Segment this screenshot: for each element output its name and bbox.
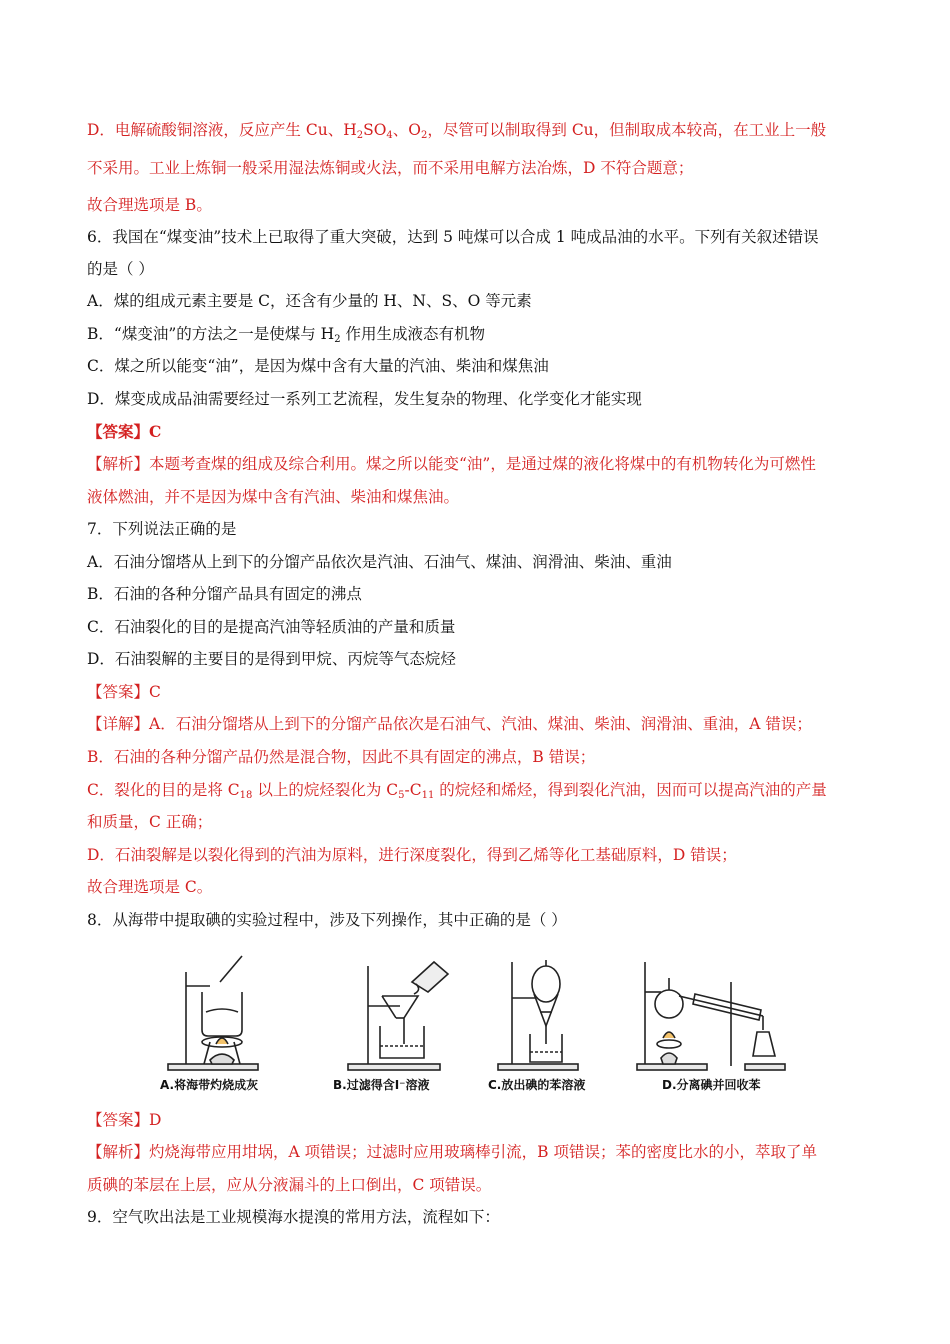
text-run: D．电解硫酸铜溶液，反应产生 Cu、H <box>87 121 357 139</box>
text-run: 以上的烷烃裂化为 C <box>252 781 399 799</box>
text-run: 【答案】C <box>87 422 162 441</box>
text-line-q6B <box>87 324 485 344</box>
text-run: 【答案】C <box>87 683 161 701</box>
text-line-c5 <box>87 195 212 215</box>
apparatus-c-separatory-funnel <box>490 952 620 1074</box>
text-run: B．石油的各种分馏产品具有固定的沸点 <box>87 585 362 603</box>
experiment-figure <box>150 952 800 1102</box>
text-line-e7d <box>87 812 212 832</box>
text-run: SO <box>363 121 387 139</box>
text-run: B．石油的各种分馏产品仍然是混合物，因此不具有固定的沸点，B 错误； <box>87 748 596 766</box>
text-run: 质碘的苯层在上层，应从分液漏斗的上口倒出，C 项错误。 <box>87 1176 492 1194</box>
text-line-e8b <box>87 1175 491 1195</box>
subscript: 18 <box>239 790 253 801</box>
text-line-q7C <box>87 617 455 637</box>
caption-a: A.将海带灼烧成灰 <box>160 1078 259 1092</box>
text-run: 故合理选项是 C。 <box>87 878 213 896</box>
apparatus-a-beaker-burning <box>150 952 280 1074</box>
text-line-e6a <box>87 454 816 474</box>
text-line-q7D <box>87 649 456 669</box>
text-line-q7B <box>87 584 362 604</box>
apparatus-b-filtration <box>330 952 460 1074</box>
subscript: 2 <box>421 130 428 141</box>
text-run: D．石油裂解的主要目的是得到甲烷、丙烷等气态烷烃 <box>87 650 456 668</box>
text-run: A．石油分馏塔从上到下的分馏产品依次是汽油、石油气、煤油、润滑油、柴油、重油 <box>87 553 672 571</box>
text-run: 不采用。工业上炼铜一般采用湿法炼铜或火法，而不采用电解方法冶炼，D 不符合题意； <box>87 159 694 177</box>
text-line-q9 <box>87 1207 500 1227</box>
text-run: B．“煤变油”的方法之一是使煤与 H <box>87 325 335 343</box>
caption-b: B.过滤得含I⁻溶液 <box>333 1078 430 1092</box>
text-run: -C <box>404 781 422 799</box>
text-line-e7e <box>87 845 737 865</box>
text-line-q7 <box>87 519 236 539</box>
apparatus-d-distillation <box>635 952 800 1074</box>
text-line-a6 <box>87 422 161 442</box>
text-line-q8 <box>87 910 567 930</box>
text-run: 8．从海带中提取碘的实验过程中，涉及下列操作，其中正确的是（ ） <box>87 911 567 929</box>
text-line-e7b <box>87 747 595 767</box>
text-line-q6a <box>87 227 819 247</box>
subscript: 2 <box>334 334 341 345</box>
text-line-q6C <box>87 356 549 376</box>
subscript: 2 <box>356 130 364 141</box>
text-run: 的烷烃和烯烃，得到裂化汽油，因而可以提高汽油的产量 <box>434 781 827 799</box>
text-line-e7a <box>87 714 812 734</box>
text-run: ，尽管可以制取得到 Cu，但制取成本较高，在工业上一般 <box>427 121 827 139</box>
text-run: 【详解】A．石油分馏塔从上到下的分馏产品依次是石油气、汽油、煤油、柴油、润滑油、重油，A 错误； <box>87 715 812 733</box>
text-run: 的是（ ） <box>87 260 154 278</box>
text-run: C．裂化的目的是将 C <box>87 781 240 799</box>
text-run: 【解析】本题考查煤的组成及综合利用。煤之所以能变“油”，是通过煤的液化将煤中的有机物转化为可燃性 <box>87 455 816 473</box>
text-line-d5a <box>87 120 826 140</box>
text-line-q7A <box>87 552 672 572</box>
text-line-e7c <box>87 780 827 800</box>
text-run: C．煤之所以能变“油”，是因为煤中含有大量的汽油、柴油和煤焦油 <box>87 357 549 375</box>
text-run: 7．下列说法正确的是 <box>87 520 237 538</box>
text-run: A．煤的组成元素主要是 C，还含有少量的 H、N、S、O 等元素 <box>87 292 532 310</box>
subscript: 4 <box>386 130 393 141</box>
subscript: 11 <box>421 790 435 801</box>
caption-d: D.分离碘并回收苯 <box>662 1078 761 1092</box>
text-line-a7 <box>87 682 161 702</box>
text-run: 、O <box>392 121 422 139</box>
text-line-q6b <box>87 259 154 279</box>
text-run: 液体燃油，并不是因为煤中含有汽油、柴油和煤焦油。 <box>87 488 460 506</box>
text-line-d5b <box>87 158 693 178</box>
subscript: 5 <box>398 790 405 801</box>
text-run: 9．空气吹出法是工业规模海水提溴的常用方法，流程如下： <box>87 1208 500 1226</box>
text-line-e6b <box>87 487 459 507</box>
text-run: 6．我国在“煤变油”技术上已取得了重大突破，达到 5 吨煤可以合成 1 吨成品油的水平。下列有关叙述错误 <box>87 228 819 246</box>
text-run: 【解析】灼烧海带应用坩埚，A 项错误；过滤时应用玻璃棒引流，B 项错误；苯的密度比水的小，萃取了单 <box>87 1143 817 1161</box>
text-line-q6A <box>87 291 532 311</box>
text-run: 和质量，C 正确； <box>87 813 213 831</box>
text-line-c7 <box>87 877 212 897</box>
text-run: 作用生成液态有机物 <box>340 325 485 343</box>
text-line-a8 <box>87 1110 161 1130</box>
text-run: 故合理选项是 B。 <box>87 196 212 214</box>
text-run: C．石油裂化的目的是提高汽油等轻质油的产量和质量 <box>87 618 456 636</box>
text-run: 【答案】D <box>87 1111 162 1129</box>
text-line-q6D <box>87 389 642 409</box>
text-run: D．煤变成成品油需要经过一系列工艺流程，发生复杂的物理、化学变化才能实现 <box>87 390 642 408</box>
caption-c: C.放出碘的苯溶液 <box>488 1078 586 1092</box>
text-line-e8a <box>87 1142 817 1162</box>
text-run: D．石油裂解是以裂化得到的汽油为原料，进行深度裂化，得到乙烯等化工基础原料，D 错误； <box>87 846 737 864</box>
